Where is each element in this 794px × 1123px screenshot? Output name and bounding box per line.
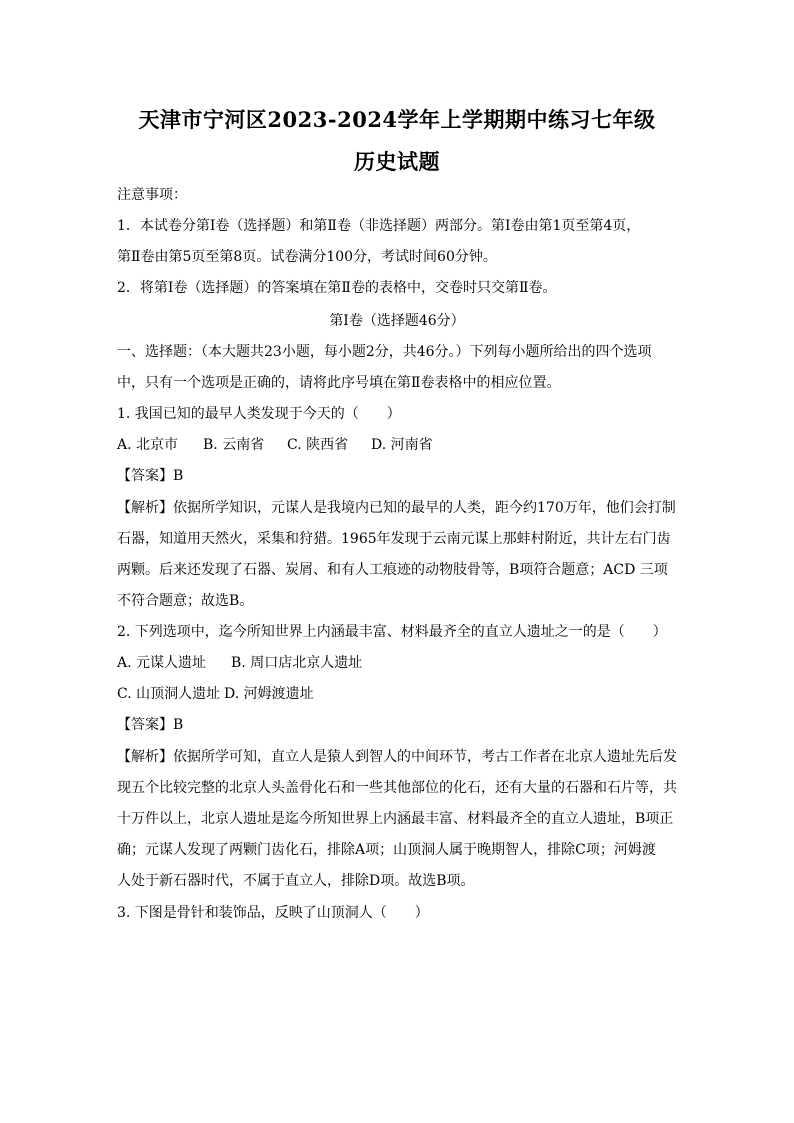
question-2-analysis-2: 现五个比较完整的北京人头盖骨化石和一些其他部位的化石，还有大量的石器和石片等，共 [117, 780, 677, 796]
option-c: C. 陕西省 [287, 437, 349, 453]
question-2-analysis-1: 【解析】依据所学可知，直立人是猿人到智人的中间环节，考古工作者在北京人遗址先后发 [117, 749, 677, 765]
question-1-analysis-1: 【解析】依据所学知识，元谋人是我境内已知的最早的人类，距今约170万年，他们会打制 [117, 500, 676, 516]
option-b: B. 云南省 [203, 437, 265, 453]
option-d: D. 河南省 [371, 437, 433, 453]
question-2-analysis-3: 十万件以上，北京人遗址是迄今所知世界上内涵最丰富、材料最齐全的直立人遗址，B项正 [117, 811, 674, 827]
notes-line-1: 1．本试卷分第Ⅰ卷（选择题）和第Ⅱ卷（非选择题）两部分。第Ⅰ卷由第1页至第4页， [117, 218, 641, 234]
option-b: B. 周口店北京人遗址 [231, 655, 363, 671]
section-heading: 第Ⅰ卷（选择题46分） [329, 313, 465, 329]
notes-line-2: 第Ⅱ卷由第5页至第8页。试卷满分100分，考试时间60分钟。 [117, 249, 497, 265]
section-intro-2: 中，只有一个选项是正确的，请将此序号填在第Ⅱ卷表格中的相应位置。 [117, 375, 561, 391]
question-3-stem: 3. 下图是骨针和装饰品，反映了山顶洞人（ ） [117, 905, 429, 921]
option-a: A. 北京市 [117, 437, 179, 453]
notes-heading: 注意事项： [117, 187, 187, 203]
question-1-stem: 1. 我国已知的最早人类发现于今天的（ ） [117, 406, 401, 422]
question-2-options-row-2 [117, 684, 691, 704]
section-intro-1: 一、选择题：（本大题共23小题，每小题2分，共46分。）下列每小题所给出的四个选项 [117, 344, 652, 360]
notes-line-3: 2．将第Ⅰ卷（选择题）的答案填在第Ⅱ卷的表格中，交卷时只交第Ⅱ卷。 [117, 280, 557, 296]
question-2-analysis-4: 确；元谋人发现了两颗门齿化石，排除A项；山顶洞人属于晚期智人，排除C项；河姆渡 [117, 842, 656, 858]
question-1-analysis-4: 不符合题意；故选B。 [117, 593, 254, 609]
question-2-stem: 2. 下列选项中，迄今所知世界上内涵最丰富、材料最齐全的直立人遗址之一的是（ ） [117, 624, 667, 640]
document-subtitle: 历史试题 [354, 149, 440, 174]
question-1-analysis-2: 石器，知道用天然火，采集和狩猎。1965年发现于云南元谋上那蚌村附近，共计左右门齿 [117, 531, 671, 547]
option-a: A. 元谋人遗址 [117, 655, 207, 671]
question-2-answer: 【答案】B [117, 717, 184, 733]
option-d: D. 河姆渡遗址 [224, 686, 314, 702]
question-1-analysis-3: 两颗。后来还发现了石器、炭屑、和有人工痕迹的动物肢骨等，B项符合题意；ACD 三项 [117, 562, 668, 578]
document-title: 天津市宁河区2023-2024学年上学期期中练习七年级 [138, 107, 656, 132]
question-1-answer: 【答案】B [117, 468, 184, 484]
option-c: C. 山顶洞人遗址 [117, 686, 221, 702]
question-2-options-row-1 [117, 653, 691, 673]
question-2-analysis-5: 人处于新石器时代，不属于直立人，排除D项。故选B项。 [117, 873, 475, 889]
question-1-options [117, 435, 691, 455]
